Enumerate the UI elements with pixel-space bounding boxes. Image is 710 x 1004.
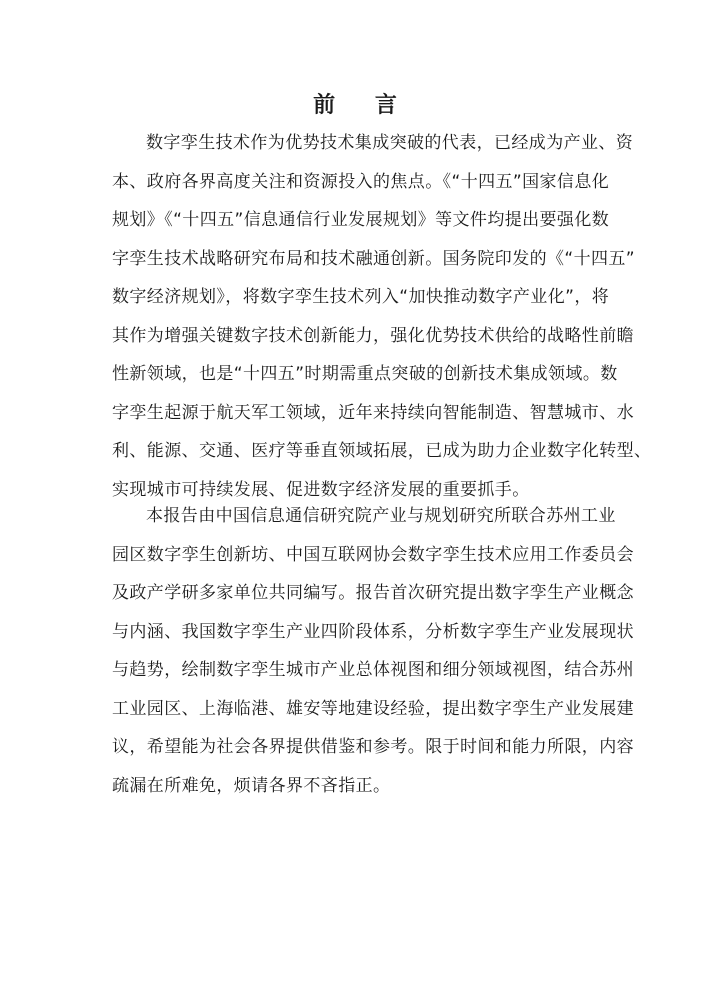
paragraph-line: 数字经济规划》，将数字孪生技术列入“加快推动数字产业化”，将	[112, 287, 610, 307]
paragraph-line: 性新领域，也是“十四五”时期需重点突破的创新技术集成领域。数	[112, 364, 618, 384]
paragraph-line: 与趋势，绘制数字孪生城市产业总体视图和细分领域视图，结合苏州	[112, 660, 634, 680]
page-title: 前 言	[313, 93, 413, 118]
paragraph-line: 利、能源、交通、医疗等垂直领域拓展，已成为助力企业数字化转型、	[112, 441, 652, 461]
paragraph-line: 字孪生起源于航天军工领域，近年来持续向智能制造、智慧城市、水	[112, 402, 634, 423]
paragraph-line: 及政产学研多家单位共同编写。报告首次研究提出数字孪生产业概念	[112, 583, 634, 603]
paragraph-line: 本、政府各界高度关注和资源投入的焦点。《“十四五”国家信息化	[112, 171, 610, 192]
paragraph-line: 本报告由中国信息通信研究院产业与规划研究所联合苏州工业	[146, 506, 616, 526]
paragraph-line: 规划》《“十四五”信息通信行业发展规划》等文件均提出要强化数	[112, 210, 610, 230]
paragraph-line: 与内涵、我国数字孪生产业四阶段体系，分析数字孪生产业发展现状	[112, 621, 634, 642]
paragraph-line: 字孪生技术战略研究布局和技术融通创新。国务院印发的《“十四五”	[112, 248, 636, 269]
paragraph-line: 工业园区、上海临港、雄安等地建设经验，提出数字孪生产业发展建	[112, 698, 634, 719]
paragraph-2	[112, 497, 634, 805]
paragraph-line: 疏漏在所难免，烦请各界不吝指正。	[112, 775, 391, 796]
paragraph-line: 其作为增强关键数字技术创新能力，强化优势技术供给的战略性前瞻	[112, 325, 634, 346]
paragraph-line: 实现城市可持续发展、促进数字经济发展的重要抓手。	[112, 479, 530, 500]
paragraph-1	[112, 124, 652, 509]
paragraph-line: 数字孪生技术作为优势技术集成突破的代表，已经成为产业、资	[146, 133, 634, 153]
paragraph-line: 园区数字孪生创新坊、中国互联网协会数字孪生技术应用工作委员会	[112, 544, 634, 565]
paragraph-line: 议，希望能为社会各界提供借鉴和参考。限于时间和能力所限，内容	[112, 737, 634, 757]
